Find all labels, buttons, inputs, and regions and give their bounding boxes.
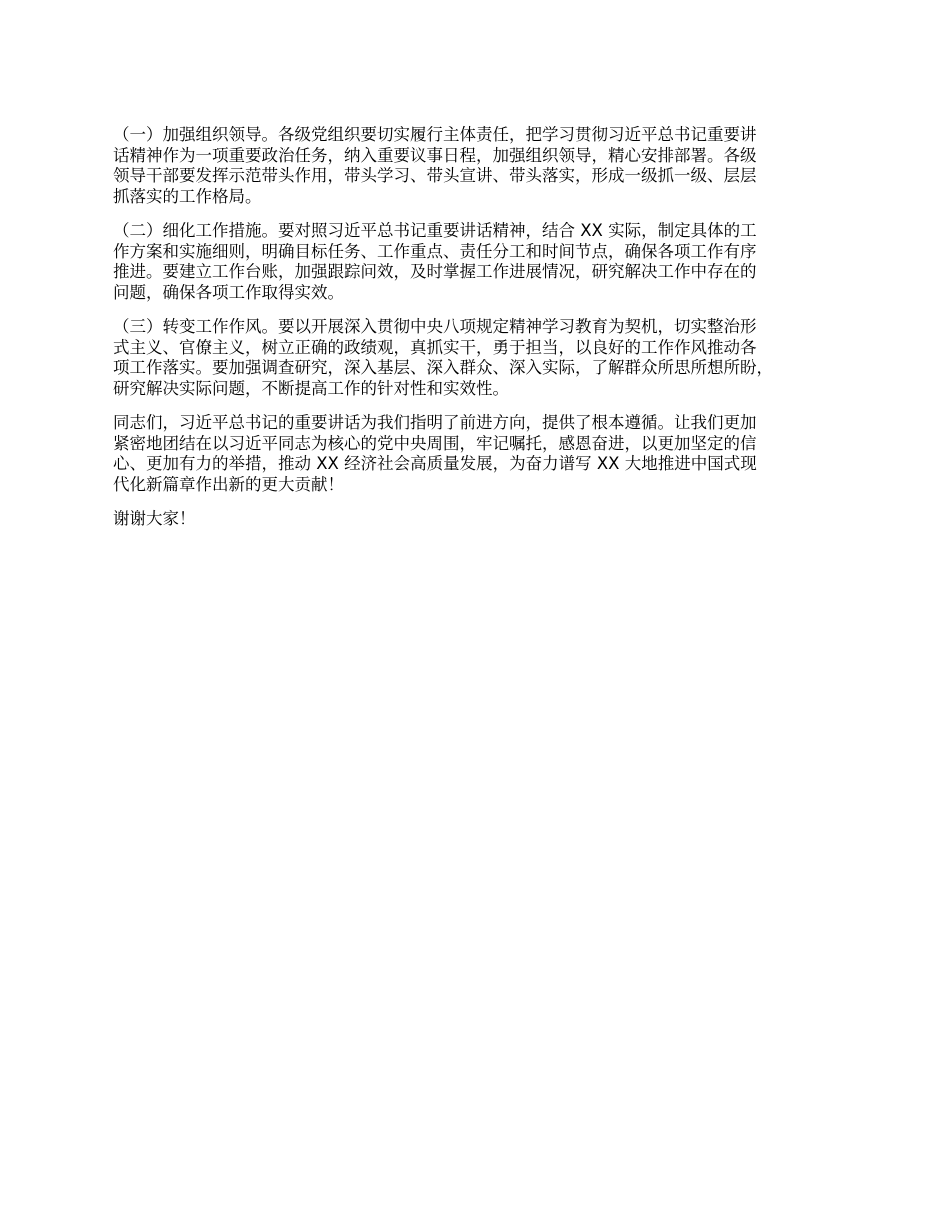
- paragraph-change-work-style: [113, 317, 858, 399]
- paragraph-closing-remarks: [113, 413, 858, 495]
- text-line: 式主义、官僚主义，树立正确的政绩观，真抓实干，勇于担当，以良好的工作作风推动各: [113, 337, 757, 357]
- text-line: 代化新篇章作出新的更大贡献！: [113, 474, 344, 494]
- text-line: 领导干部要发挥示范带头作用，带头学习、带头宣讲、带头落实，形成一级抓一级、层层: [113, 166, 757, 185]
- paragraph-strengthen-leadership: [113, 125, 858, 207]
- text-line: 作方案和实施细则，明确目标任务、工作重点、责任分工和时间节点，确保各项工作有序: [113, 241, 757, 261]
- text-line: （一）加强组织领导。各级党组织要切实履行主体责任，把学习贯彻习近平总书记重要讲: [113, 125, 757, 144]
- text-line: 谢谢大家！: [113, 509, 196, 528]
- text-line: 心、更加有力的举措，推动 XX 经济社会高质量发展，为奋力谱写 XX 大地推进中国式现: [113, 454, 757, 473]
- text-line: 抓落实的工作格局。: [113, 186, 262, 206]
- text-line: 话精神作为一项重要政治任务，纳入重要议事日程，加强组织领导，精心安排部署。各级: [113, 145, 757, 165]
- text-line: 研究解决实际问题，不断提高工作的针对性和实效性。: [113, 378, 509, 398]
- text-line: 紧密地团结在以习近平同志为核心的党中央周围，牢记嘱托，感恩奋进，以更加坚定的信: [113, 433, 757, 453]
- text-line: （三）转变工作作风。要以开展深入贯彻中央八项规定精神学习教育为契机，切实整治形: [113, 317, 757, 336]
- document-body: [113, 125, 858, 544]
- paragraph-refine-measures: [113, 221, 858, 303]
- text-line: （二）细化工作措施。要对照习近平总书记重要讲话精神，结合 XX 实际，制定具体的工: [113, 221, 757, 240]
- text-line: 推进。要建立工作台账，加强跟踪问效，及时掌握工作进展情况，研究解决工作中存在的: [113, 262, 757, 281]
- text-line: 同志们，习近平总书记的重要讲话为我们指明了前进方向，提供了根本遵循。让我们更加: [113, 413, 757, 432]
- text-line: 项工作落实。要加强调查研究，深入基层、深入群众、深入实际，了解群众所思所想所盼，: [113, 358, 773, 377]
- paragraph-thanks: [113, 509, 858, 530]
- text-line: 问题，确保各项工作取得实效。: [113, 282, 344, 302]
